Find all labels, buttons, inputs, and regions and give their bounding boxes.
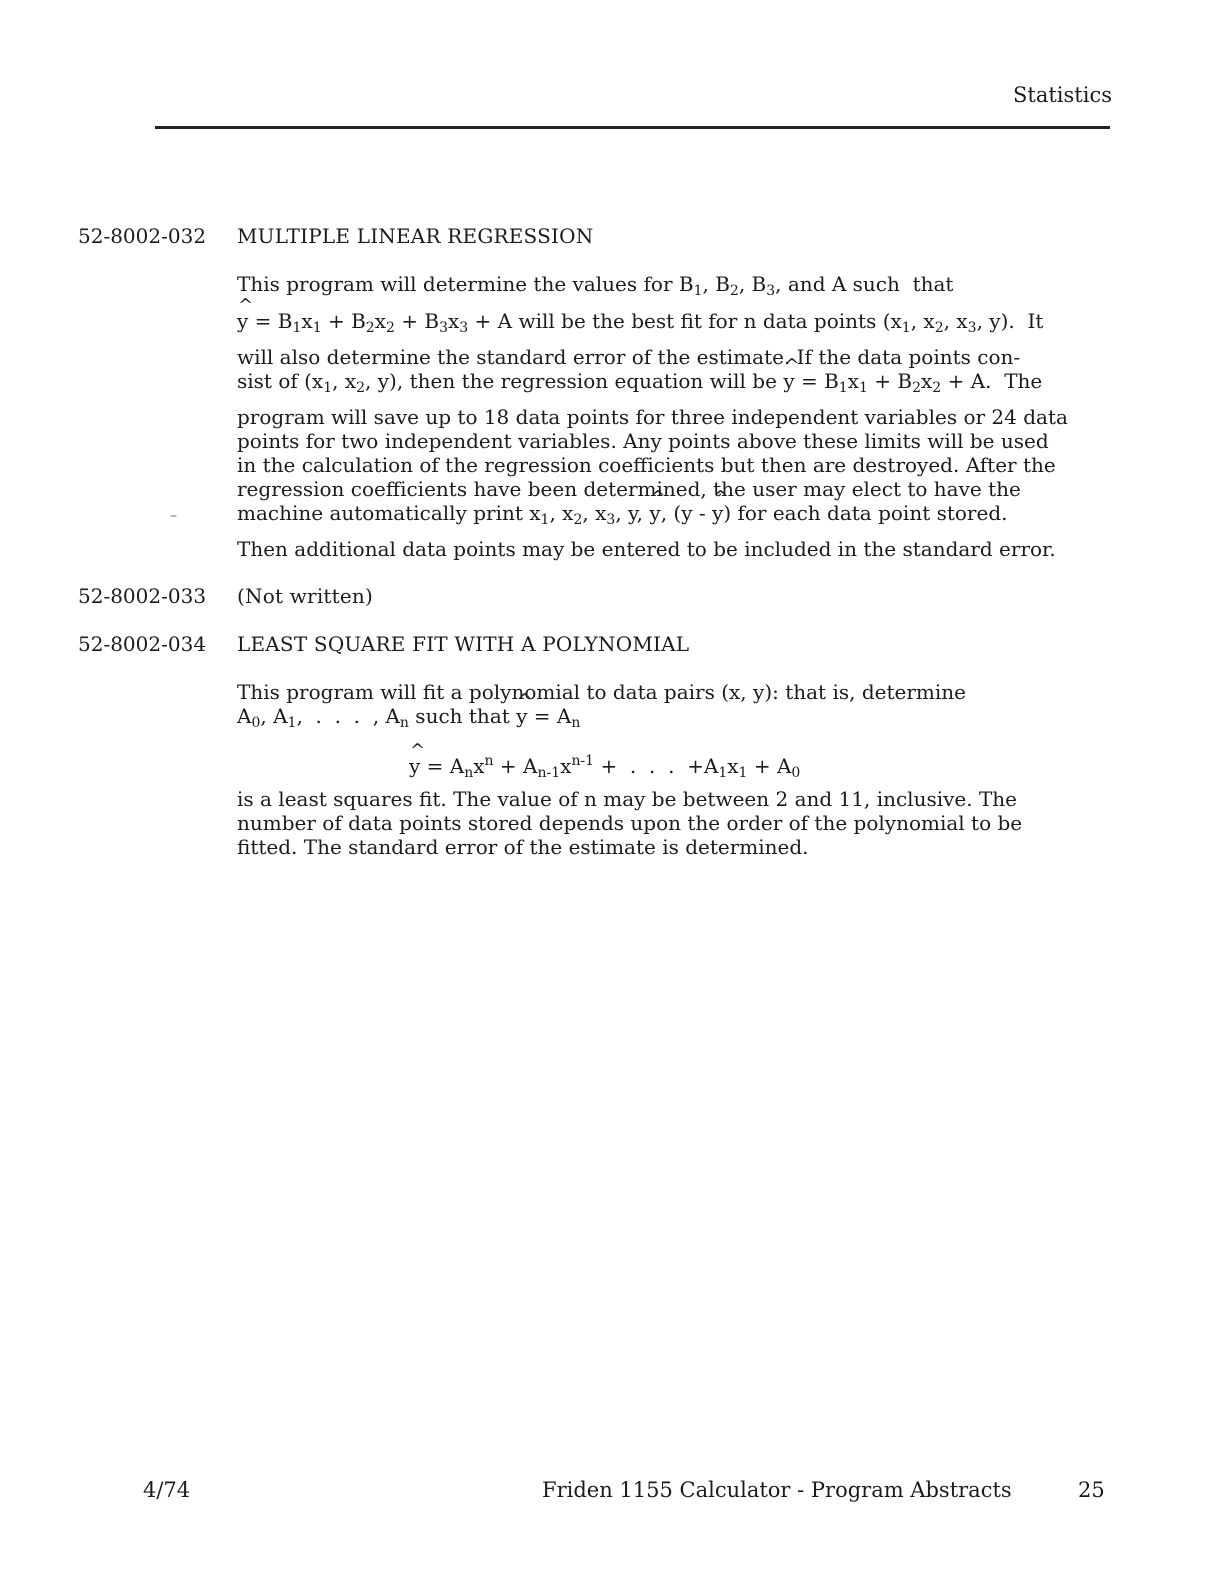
program-title: LEAST SQUARE FIT WITH A POLYNOMIAL [237,632,690,656]
running-header: Statistics [1013,83,1112,107]
abstract-034-line-1: This program will fit a polynomial to data pairs (x, y): that is, determine [237,680,966,704]
program-number: 52-8002-033 [78,584,207,608]
polynomial-equation: ^ $y = A_nx^n + A_{n-1}x^{n-1}$ + . . . $+A_1x_1 + A_0$ [409,754,800,778]
abstract-034-line-5: fitted. The standard error of the estimate is determined. [237,835,809,859]
program-title: MULTIPLE LINEAR REGRESSION [237,224,594,248]
program-number: 52-8002-034 [78,632,207,656]
abstract-034-line-2: $A_0$, $A_1$, . . . , $A_n$ such that ^ $y = A_n$ [237,704,580,728]
abstract-032-line-7: in the calculation of the regression coefficients but then are destroyed. After the [237,453,1056,477]
abstract-034-line-3: is a least squares fit. The value of n may be between 2 and 11, inclusive. The [237,787,1018,811]
abstract-032-line-8: regression coefficients have been determined, the user may elect to have the [237,477,1021,501]
abstract-032-line-10: Then additional data points may be entered to be included in the standard error. [237,537,1056,561]
header-rule [155,126,1110,129]
program-title: (Not written) [237,584,374,608]
program-number: 52-8002-032 [78,224,207,248]
abstract-032-line-4: sist of ($x_1$, $x_2$, y), then the regression equation will be ^ $y = B_1x_1 + B_2x_2 + A$. The [237,369,1042,393]
abstract-032-line-6: points for two independent variables. Any points above these limits will be used [237,429,1049,453]
abstract-032-line-5: program will save up to 18 data points for three independent variables or 24 data [237,405,1068,429]
footer-date: 4/74 [143,1478,191,1502]
abstract-032-line-9: machine automatically print $x_1$, $x_2$, $x_3$, y, ^ y, (y - ^ y) for each data point stored. [237,501,1008,525]
footer-title: Friden 1155 Calculator - Program Abstracts [542,1478,1012,1502]
abstract-032-line-1: This program will determine the values for $B_1$, $B_2$, $B_3$, and A such that [237,272,954,299]
abstract-034-line-4: number of data points stored depends upon the order of the polynomial to be [237,811,1023,835]
abstract-032-line-2: ^ $y = B_1x_1 + B_2x_2 + B_3x_3 + A$ will be the best fit for n data points ($x_1$, $x_2$, $x_3$, y). It [237,309,1043,333]
page-number: 25 [1078,1478,1105,1502]
margin-mark: – [170,508,177,524]
abstract-032-line-3: will also determine the standard error of the estimate. If the data points con- [237,345,1021,369]
